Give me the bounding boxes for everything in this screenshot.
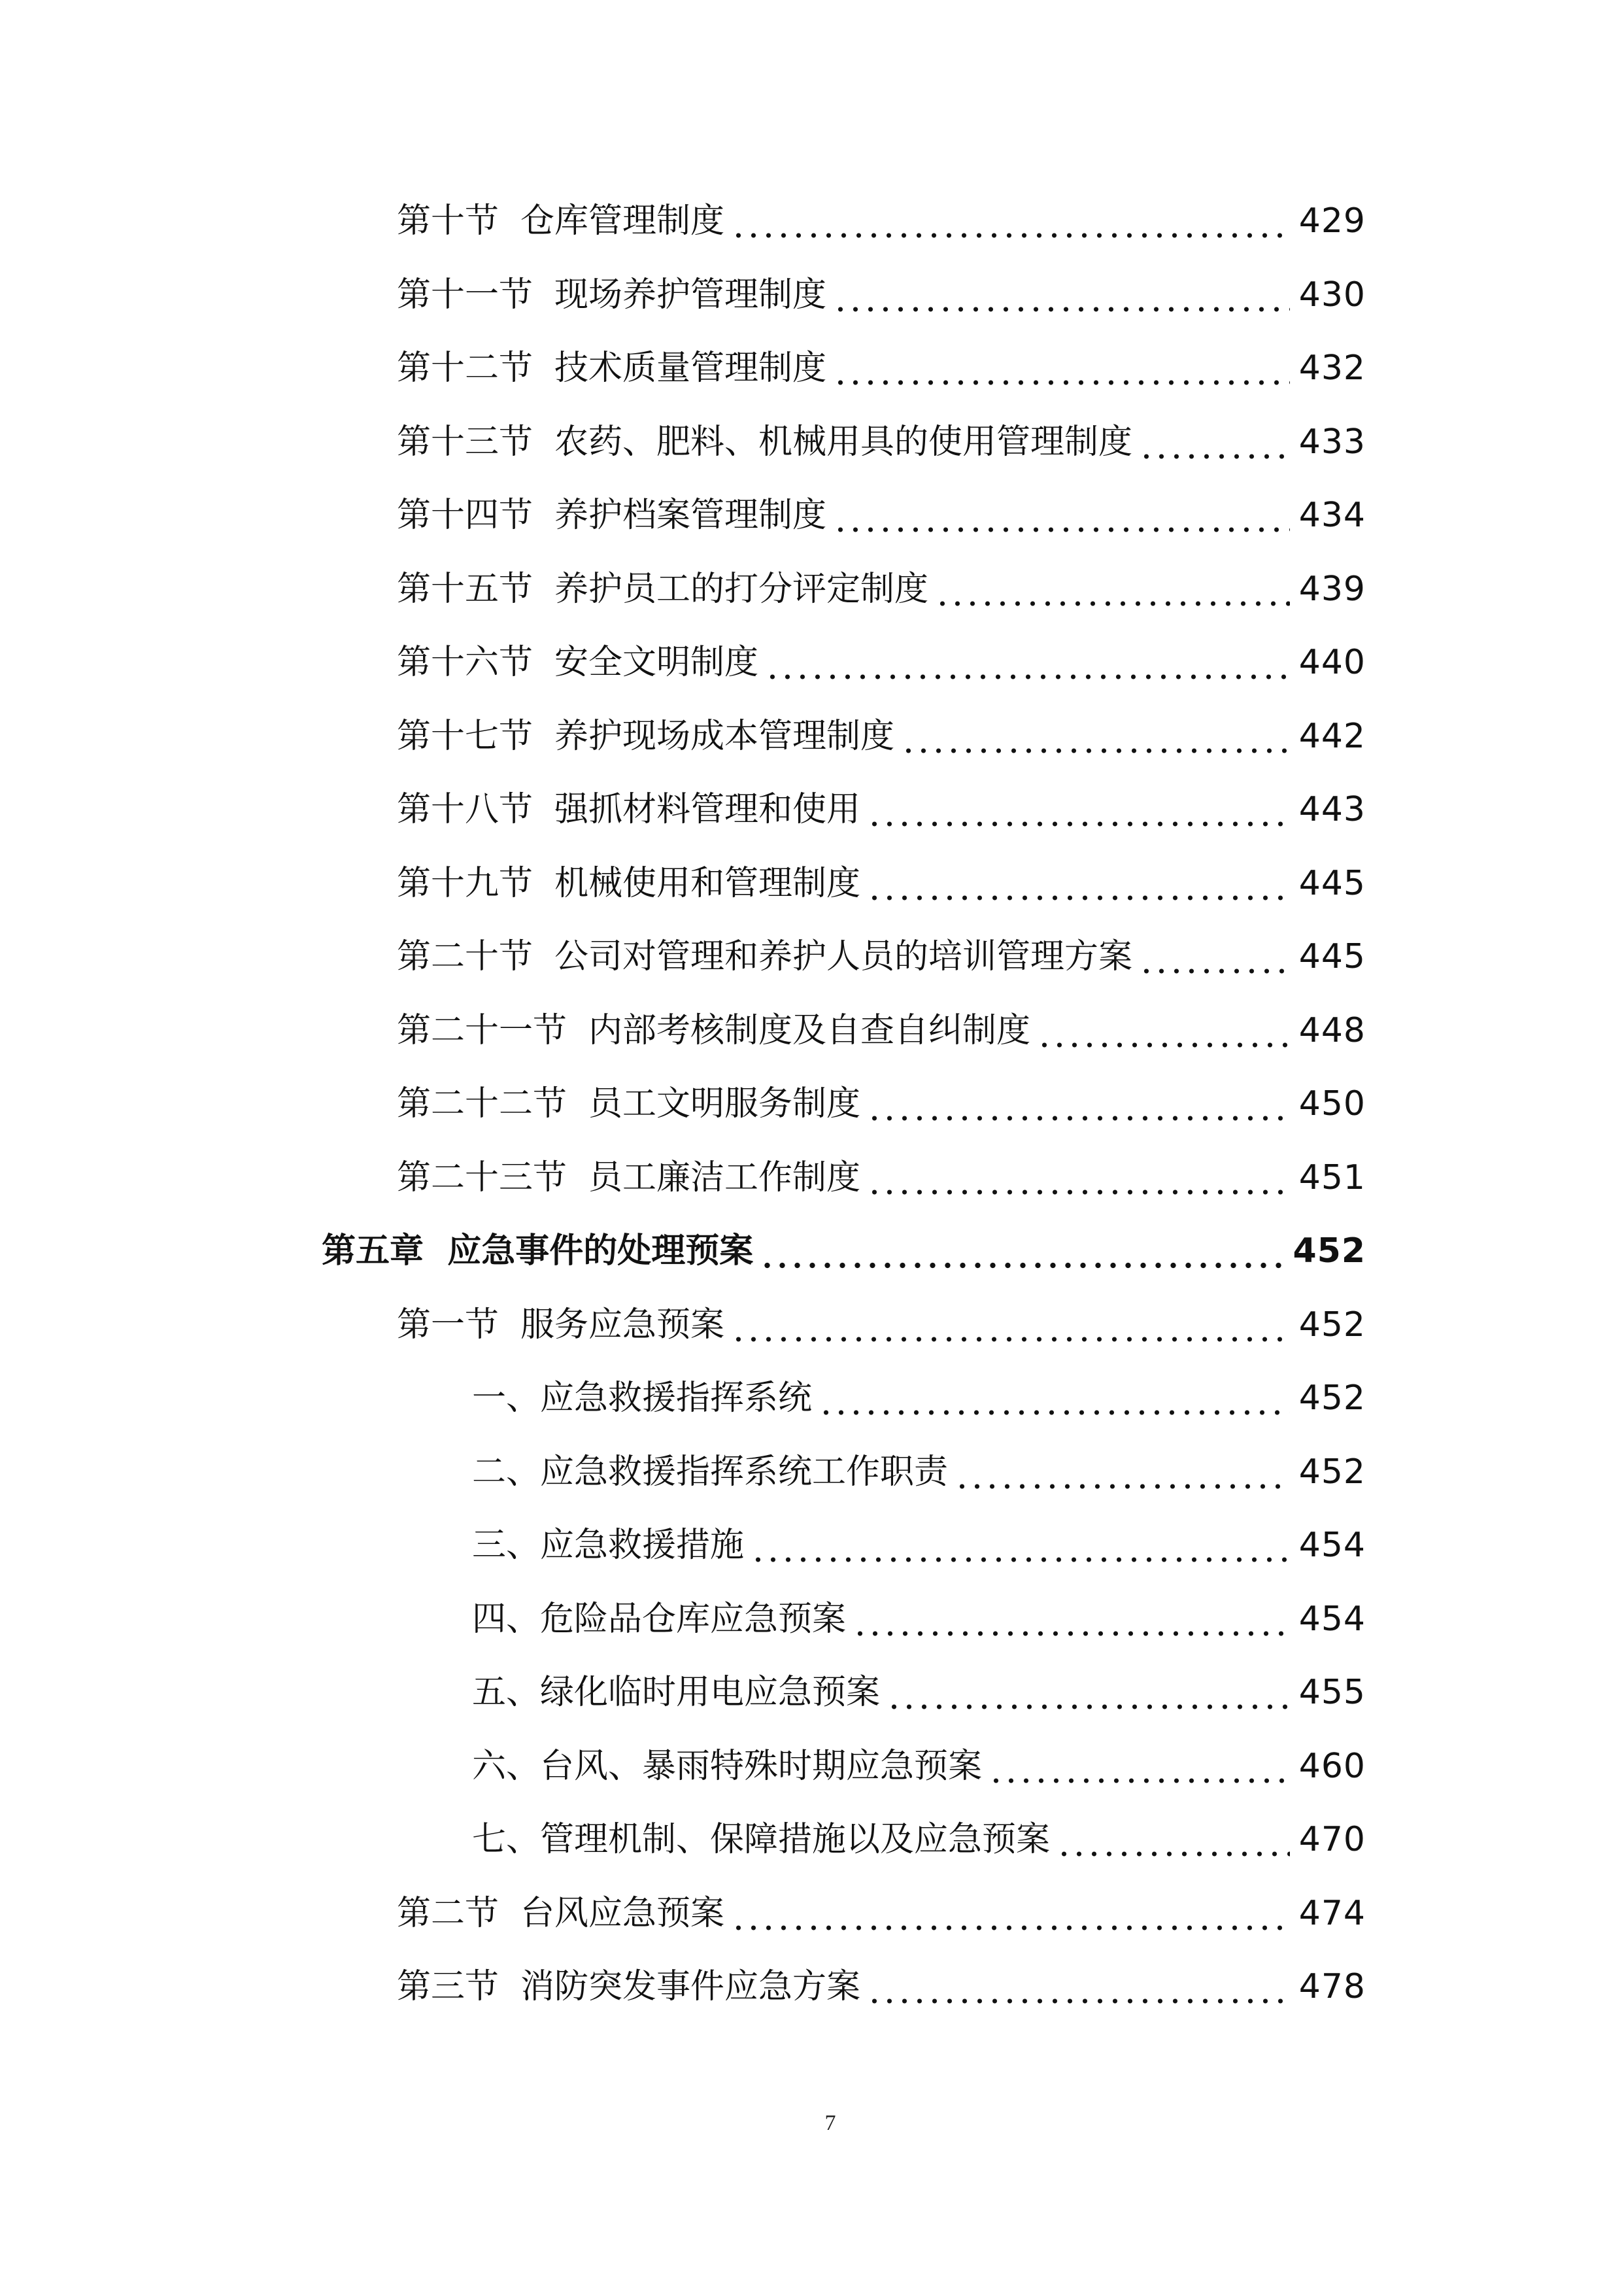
toc-entry[interactable] [397, 1887, 1366, 1940]
toc-entry-page: 470 [1298, 1820, 1366, 1859]
page-number: 7 [824, 2111, 836, 2135]
toc-entry-title: 第二节 台风应急预案 [397, 1894, 725, 1933]
toc-dot-leader [867, 1961, 1290, 2013]
toc-dot-leader [1037, 1004, 1290, 1057]
toc-entry-page: 455 [1298, 1673, 1366, 1712]
toc-entry[interactable] [397, 1961, 1366, 2013]
toc-dot-leader [1057, 1813, 1290, 1866]
toc-entry-title: 六、台风、暴雨特殊时期应急预案 [472, 1747, 983, 1786]
toc-dot-leader [955, 1446, 1290, 1498]
toc-entry-title: 第十七节 养护现场成本管理制度 [397, 717, 895, 756]
toc-entry-title: 第十八节 强抓材料管理和使用 [397, 790, 861, 829]
toc-subentry[interactable] [472, 1519, 1366, 1571]
toc-entry-title: 第十一节 现场养护管理制度 [397, 275, 827, 315]
toc-entry-page: 445 [1298, 864, 1366, 903]
toc-subentry[interactable] [472, 1666, 1366, 1719]
toc-entry[interactable] [397, 342, 1366, 394]
toc-dot-leader [867, 857, 1290, 910]
toc-subentry[interactable] [472, 1372, 1366, 1424]
toc-entry[interactable] [397, 857, 1366, 910]
toc-entry-title: 一、应急救援指挥系统 [472, 1379, 813, 1418]
toc-entry-page: 434 [1298, 496, 1366, 535]
toc-entry-title: 第一节 服务应急预案 [397, 1305, 725, 1345]
toc-entry-title: 第五章 应急事件的处理预案 [322, 1231, 754, 1271]
toc-entry[interactable] [397, 783, 1366, 836]
toc-entry-page: 448 [1298, 1011, 1366, 1050]
toc-entry[interactable] [397, 636, 1366, 689]
toc-entry-page: 439 [1298, 570, 1366, 609]
toc-entry-title: 第三节 消防突发事件应急方案 [397, 1967, 861, 2006]
toc-entry-title: 第十节 仓库管理制度 [397, 201, 725, 241]
toc-dot-leader [867, 1078, 1290, 1130]
toc-entry-title: 三、应急救援措施 [472, 1526, 745, 1565]
toc-entry-page: 452 [1298, 1305, 1366, 1345]
toc-dot-leader [731, 1887, 1290, 1940]
toc-dot-leader [731, 1299, 1290, 1351]
toc-dot-leader [819, 1372, 1290, 1424]
toc-entry-title: 五、绿化临时用电应急预案 [472, 1673, 881, 1712]
toc-entry[interactable] [397, 1152, 1366, 1204]
toc-dot-leader [867, 783, 1290, 836]
toc-entry-title: 第二十节 公司对管理和养护人员的培训管理方案 [397, 937, 1133, 976]
toc-dot-leader [833, 269, 1290, 321]
toc-dot-leader [765, 636, 1290, 689]
toc-entry-title: 第十四节 养护档案管理制度 [397, 496, 827, 535]
toc-entry-page: 432 [1298, 349, 1366, 388]
toc-entry-title: 第十九节 机械使用和管理制度 [397, 864, 861, 903]
toc-entry-page: 442 [1298, 717, 1366, 756]
toc-entry-page: 440 [1298, 643, 1366, 682]
toc-entry[interactable] [397, 931, 1366, 983]
toc-entry-page: 478 [1298, 1967, 1366, 2006]
toc-entry-page: 443 [1298, 790, 1366, 829]
toc-entry-page: 450 [1298, 1084, 1366, 1123]
toc-entry-page: 474 [1298, 1894, 1366, 1933]
toc-subentry[interactable] [472, 1813, 1366, 1866]
toc-dot-leader [867, 1152, 1290, 1204]
toc-entry-title: 第二十二节 员工文明服务制度 [397, 1084, 861, 1123]
toc-entry-page: 430 [1298, 275, 1366, 315]
toc-entry-title: 七、管理机制、保障措施以及应急预案 [472, 1820, 1051, 1859]
toc-entry-title: 第十二节 技术质量管理制度 [397, 349, 827, 388]
toc-dot-leader [1139, 931, 1290, 983]
toc-entry-title: 二、应急救援指挥系统工作职责 [472, 1452, 949, 1492]
toc-dot-leader [1139, 416, 1290, 468]
toc-entry[interactable] [397, 269, 1366, 321]
toc-dot-leader [901, 710, 1290, 762]
toc-entry[interactable] [397, 710, 1366, 762]
toc-entry-page: 452 [1293, 1231, 1366, 1271]
toc-chapter-entry[interactable] [322, 1225, 1366, 1277]
toc-dot-leader [935, 563, 1290, 615]
toc-entry[interactable] [397, 1078, 1366, 1130]
toc-entry[interactable] [397, 1299, 1366, 1351]
toc-entry[interactable] [397, 563, 1366, 615]
toc-dot-leader [760, 1225, 1283, 1277]
toc-subentry[interactable] [472, 1740, 1366, 1792]
toc-subentry[interactable] [472, 1593, 1366, 1645]
toc-dot-leader [751, 1519, 1290, 1571]
toc-entry-title: 第十六节 安全文明制度 [397, 643, 759, 682]
toc-entry-page: 451 [1298, 1158, 1366, 1197]
toc-entry-page: 452 [1298, 1379, 1366, 1418]
toc-entry-title: 第二十一节 内部考核制度及自查自纠制度 [397, 1011, 1031, 1050]
toc-entry-page: 460 [1298, 1747, 1366, 1786]
toc-dot-leader [833, 489, 1290, 541]
toc-entry[interactable] [397, 489, 1366, 541]
toc-dot-leader [989, 1740, 1290, 1792]
toc-entry[interactable] [397, 195, 1366, 247]
toc-subentry[interactable] [472, 1446, 1366, 1498]
toc-entry-page: 454 [1298, 1526, 1366, 1565]
toc-entry-page: 433 [1298, 422, 1366, 462]
toc-entry-title: 第十五节 养护员工的打分评定制度 [397, 570, 929, 609]
toc-entry-page: 454 [1298, 1600, 1366, 1639]
toc-dot-leader [853, 1593, 1290, 1645]
toc-entry-page: 445 [1298, 937, 1366, 976]
toc-entry-title: 第十三节 农药、肥料、机械用具的使用管理制度 [397, 422, 1133, 462]
toc-dot-leader [833, 342, 1290, 394]
toc-entry-title: 第二十三节 员工廉洁工作制度 [397, 1158, 861, 1197]
toc-entry-page: 429 [1298, 201, 1366, 241]
toc-dot-leader [887, 1666, 1290, 1719]
toc-entry-page: 452 [1298, 1452, 1366, 1492]
toc-entry[interactable] [397, 416, 1366, 468]
toc-dot-leader [731, 195, 1290, 247]
toc-entry[interactable] [397, 1004, 1366, 1057]
toc-entry-title: 四、危险品仓库应急预案 [472, 1600, 847, 1639]
